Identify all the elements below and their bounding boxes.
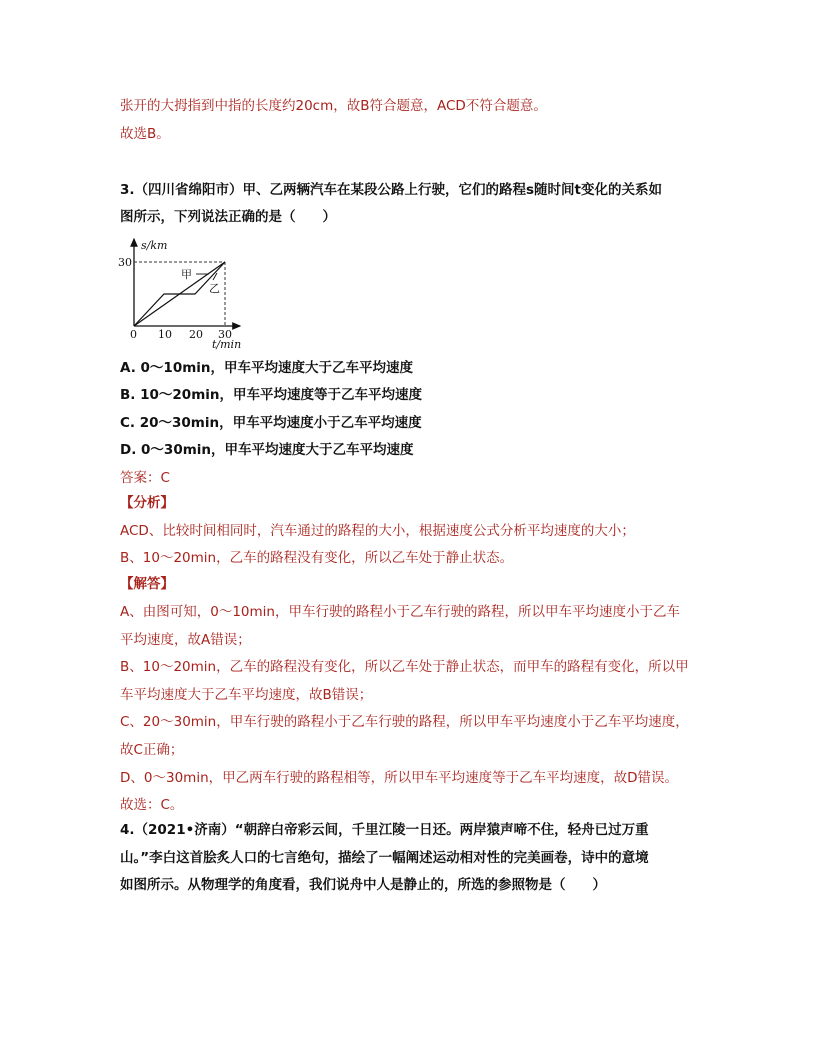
solution-line-7: D、0～30min，甲乙两车行驶的路程相等，所以甲车平均速度等于乙车平均速度，故D错误。 xyxy=(120,770,679,786)
label-yi: 乙 xyxy=(209,282,220,295)
y-tick-30: 30 xyxy=(118,256,132,269)
q3-stem-line-1: 3.（四川省绵阳市）甲、乙两辆汽车在某段公路上行驶，它们的路程s随时间t变化的关系如 xyxy=(120,182,663,198)
x-tick-30: 30 xyxy=(218,328,232,341)
x-axis-label: t/min xyxy=(212,338,242,350)
option-a: A. 0～10min，甲车平均速度大于乙车平均速度 xyxy=(120,360,414,376)
q4-stem-line-1: 4.（2021•济南）“朝辞白帝彩云间，千里江陵一日还。两岸猿声啼不住，轻舟已过万重 xyxy=(120,822,649,838)
analysis-line-2: B、10～20min，乙车的路程没有变化，所以乙车处于静止状态。 xyxy=(120,550,514,566)
q4-stem-line-2: 山。”李白这首脍炙人口的七言绝句，描绘了一幅阐述运动相对性的完美画卷，诗中的意境 xyxy=(120,850,649,866)
solution-header: 【解答】 xyxy=(120,576,174,592)
solution-line-4: 车平均速度大于乙车平均速度，故B错误； xyxy=(120,687,373,703)
solution-line-2: 平均速度，故A错误； xyxy=(120,632,251,648)
x-tick-10: 10 xyxy=(158,328,172,341)
solution-line-1: A、由图可知，0～10min，甲车行驶的路程小于乙车行驶的路程，所以甲车平均速度小于乙车 xyxy=(120,604,680,620)
q4-stem-line-3: 如图所示。从物理学的角度看，我们说舟中人是静止的，所选的参照物是（ ） xyxy=(120,877,606,893)
option-b: B. 10～20min，甲车平均速度等于乙车平均速度 xyxy=(120,387,422,403)
q3-conclusion: 故选：C。 xyxy=(120,797,184,813)
prev-conclusion: 故选B。 xyxy=(120,126,170,142)
label-jia: 甲 xyxy=(181,268,192,281)
solution-line-3: B、10～20min，乙车的路程没有变化，所以乙车处于静止状态，而甲车的路程有变化，所以甲 xyxy=(120,659,689,675)
option-d: D. 0～30min，甲车平均速度大于乙车平均速度 xyxy=(120,442,414,458)
x-tick-20: 20 xyxy=(189,328,203,341)
solution-line-5: C、20～30min，甲车行驶的路程小于乙车行驶的路程，所以甲车平均速度小于乙车平均速度， xyxy=(120,714,689,730)
s-t-graph xyxy=(112,234,252,350)
analysis-header: 【分析】 xyxy=(120,495,174,511)
option-c: C. 20～30min，甲车平均速度小于乙车平均速度 xyxy=(120,415,422,431)
q3-stem-line-2: 图所示，下列说法正确的是（ ） xyxy=(120,209,336,225)
solution-line-6: 故C正确； xyxy=(120,742,184,758)
y-axis-label: s/km xyxy=(141,239,168,252)
x-tick-0: 0 xyxy=(130,328,137,341)
analysis-line-1: ACD、比较时间相同时，汽车通过的路程的大小，根据速度公式分析平均速度的大小； xyxy=(120,523,635,539)
answer: 答案：C xyxy=(120,470,170,486)
prev-solution-line: 张开的大拇指到中指的长度约20cm，故B符合题意，ACD不符合题意。 xyxy=(120,98,547,114)
